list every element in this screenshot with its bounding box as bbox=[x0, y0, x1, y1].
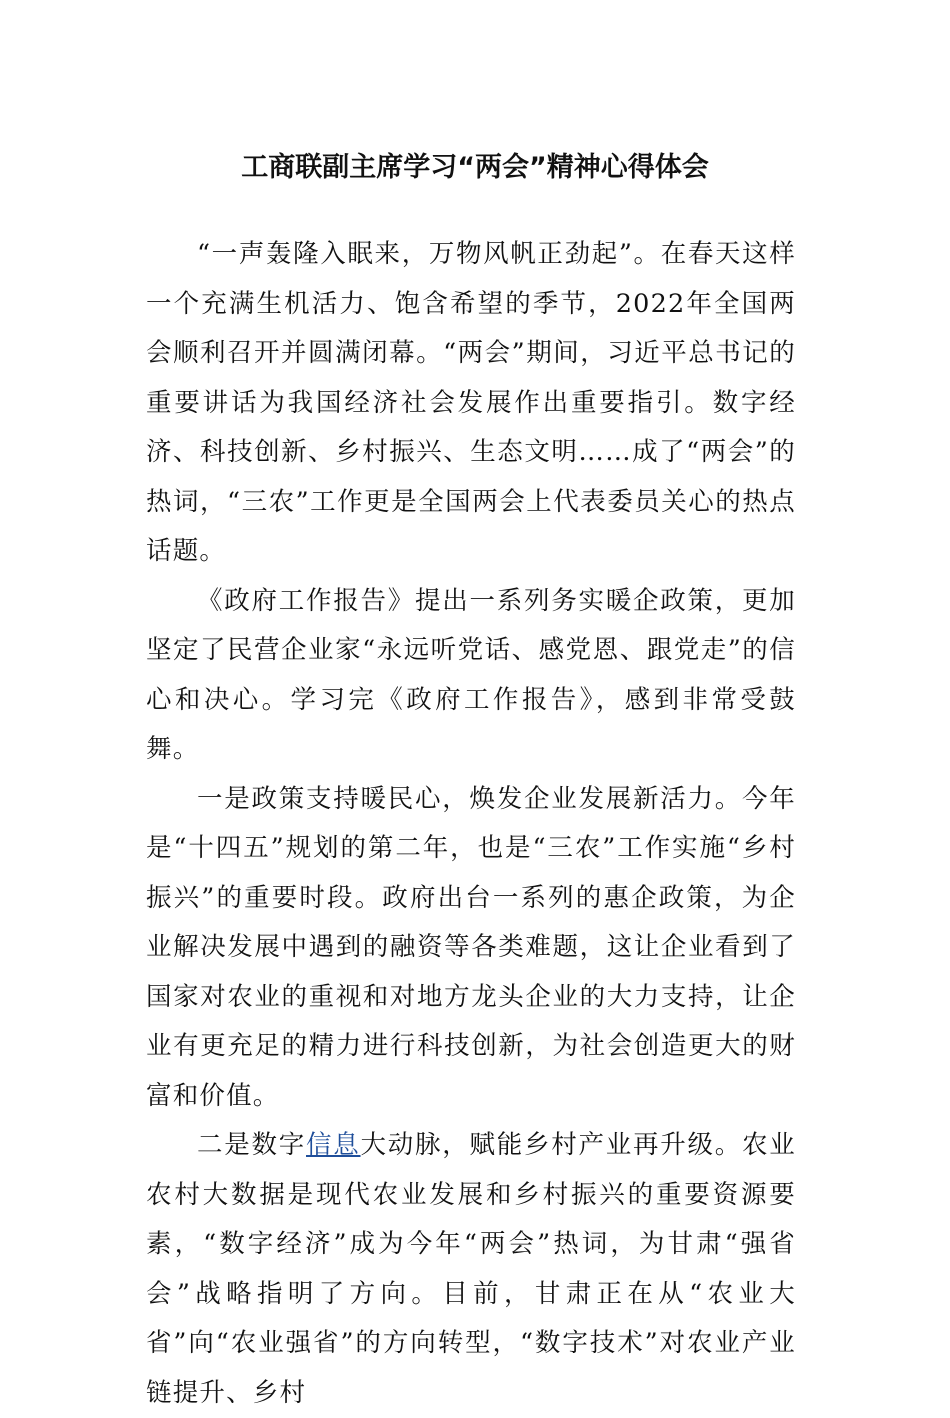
paragraph-digital-info bbox=[146, 1121, 796, 1418]
paragraph-report: 《政府工作报告》提出一系列务实暖企政策，更加坚定了民营企业家“永远听党话、感党恩、跟党走”的信心和决心。学习完《政府工作报告》，感到非常受鼓舞。 bbox=[146, 585, 796, 764]
document-title: 工商联副主席学习“两会”精神心得体会 bbox=[241, 152, 709, 184]
document-body bbox=[146, 230, 796, 1418]
paragraph-intro: “一声轰隆入眠来，万物风帆正劲起”。在春天这样一个充满生机活力、饱含希望的季节，2022年全国两会顺利召开并圆满闭幕。“两会”期间，习近平总书记的重要讲话为我国经济社会发展作出重要指引。数字经济、科技创新、乡村振兴、生态文明……成了“两会”的热词，“三农”工作更是全国两会上代表委员关心的热点话题。 bbox=[146, 239, 796, 566]
paragraph-digital-info-start: 二是数字 bbox=[197, 1130, 307, 1160]
paragraph-digital-info-rest: 大动脉，赋能乡村产业再升级。农业农村大数据是现代农业发展和乡村振兴的重要资源要素，“数字经济”成为今年“两会”热词，为甘肃“强省会”战略指明了方向。目前，甘肃正在从“农业大省”向“农业强省”的方向转型，“数字技术”对农业产业链提升、乡村 bbox=[146, 1130, 797, 1408]
info-link[interactable]: 信息 bbox=[306, 1130, 361, 1160]
paragraph-policy-support: 一是政策支持暖民心，焕发企业发展新活力。今年是“十四五”规划的第二年，也是“三农”工作实施“乡村振兴”的重要时段。政府出台一系列的惠企政策，为企业解决发展中遇到的融资等各类难题，这让企业看到了国家对农业的重视和对地方龙头企业的大力支持，让企业有更充足的精力进行科技创新，为社会创造更大的财富和价值。 bbox=[146, 783, 796, 1111]
